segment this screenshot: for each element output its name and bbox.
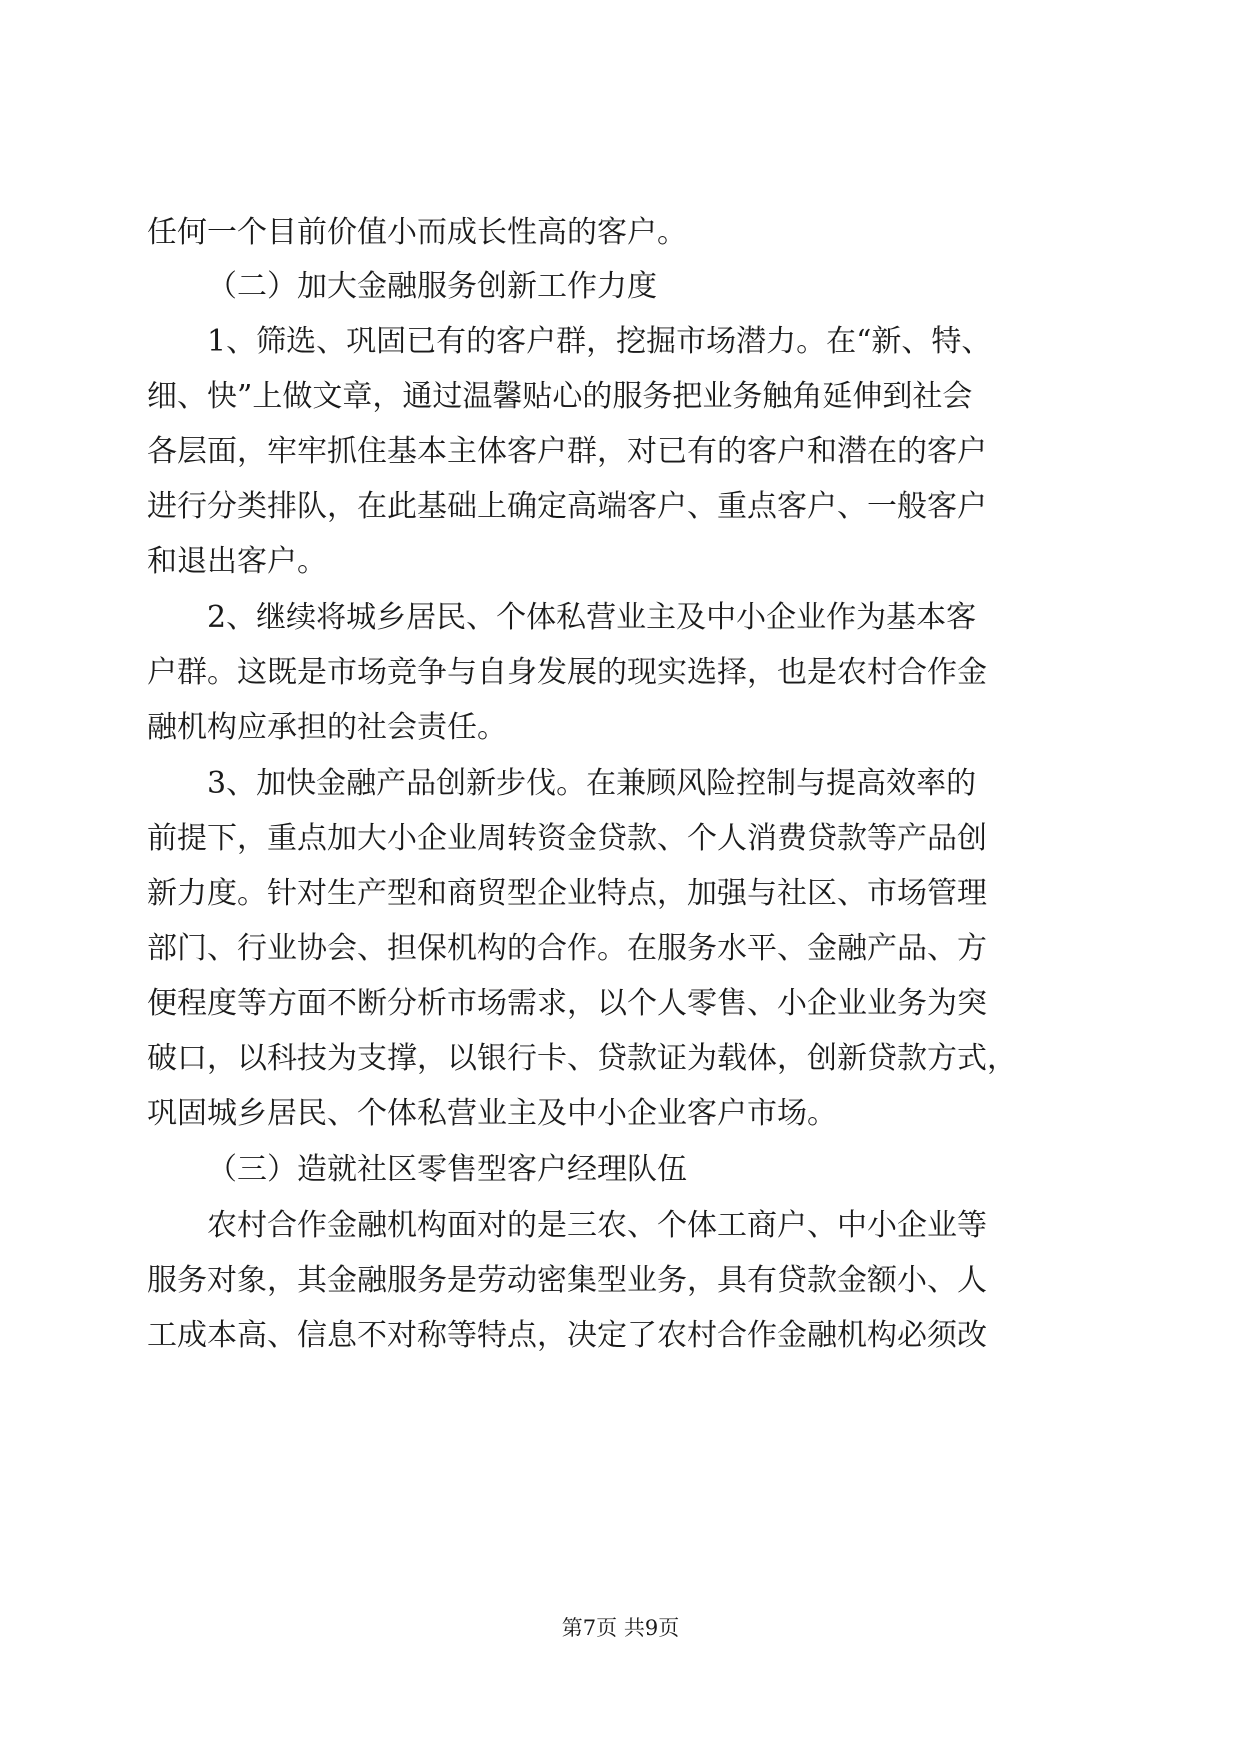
body-line: 巩固城乡居民、个体私营业主及中小企业客户市场。	[147, 1096, 837, 1131]
body-line: 部门、行业协会、担保机构的合作。在服务水平、金融产品、方	[147, 931, 987, 966]
body-line: 户群。这既是市场竞争与自身发展的现实选择，也是农村合作金	[147, 655, 987, 690]
page-number-footer: 第7页 共9页	[561, 1616, 680, 1640]
body-line: 服务对象，其金融服务是劳动密集型业务，具有贷款金额小、人	[147, 1263, 987, 1298]
section-heading: （二）加大金融服务创新工作力度	[207, 269, 657, 304]
body-line: 和退出客户。	[147, 544, 327, 579]
body-line: 融机构应承担的社会责任。	[147, 710, 507, 745]
body-line: 前提下，重点加大小企业周转资金贷款、个人消费贷款等产品创	[147, 821, 987, 856]
body-line: 2、继续将城乡居民、个体私营业主及中小企业作为基本客	[207, 600, 977, 635]
body-line: 破口，以科技为支撑，以银行卡、贷款证为载体，创新贷款方式，	[147, 1041, 1017, 1076]
body-line: 各层面，牢牢抓住基本主体客户群，对已有的客户和潜在的客户	[147, 434, 987, 469]
body-line: 新力度。针对生产型和商贸型企业特点，加强与社区、市场管理	[147, 876, 987, 911]
body-line: 便程度等方面不断分析市场需求，以个人零售、小企业业务为突	[147, 986, 987, 1021]
body-line: 细、快”上做文章，通过温馨贴心的服务把业务触角延伸到社会	[147, 379, 973, 414]
section-heading: （三）造就社区零售型客户经理队伍	[207, 1152, 687, 1187]
body-line: 农村合作金融机构面对的是三农、个体工商户、中小企业等	[207, 1208, 987, 1243]
body-line: 1、筛选、巩固已有的客户群，挖掘市场潜力。在“新、特、	[207, 324, 992, 359]
body-line: 工成本高、信息不对称等特点，决定了农村合作金融机构必须改	[147, 1318, 987, 1353]
body-line: 任何一个目前价值小而成长性高的客户。	[147, 215, 687, 250]
body-line: 3、加快金融产品创新步伐。在兼顾风险控制与提高效率的	[207, 766, 977, 801]
body-line: 进行分类排队，在此基础上确定高端客户、重点客户、一般客户	[147, 489, 987, 524]
